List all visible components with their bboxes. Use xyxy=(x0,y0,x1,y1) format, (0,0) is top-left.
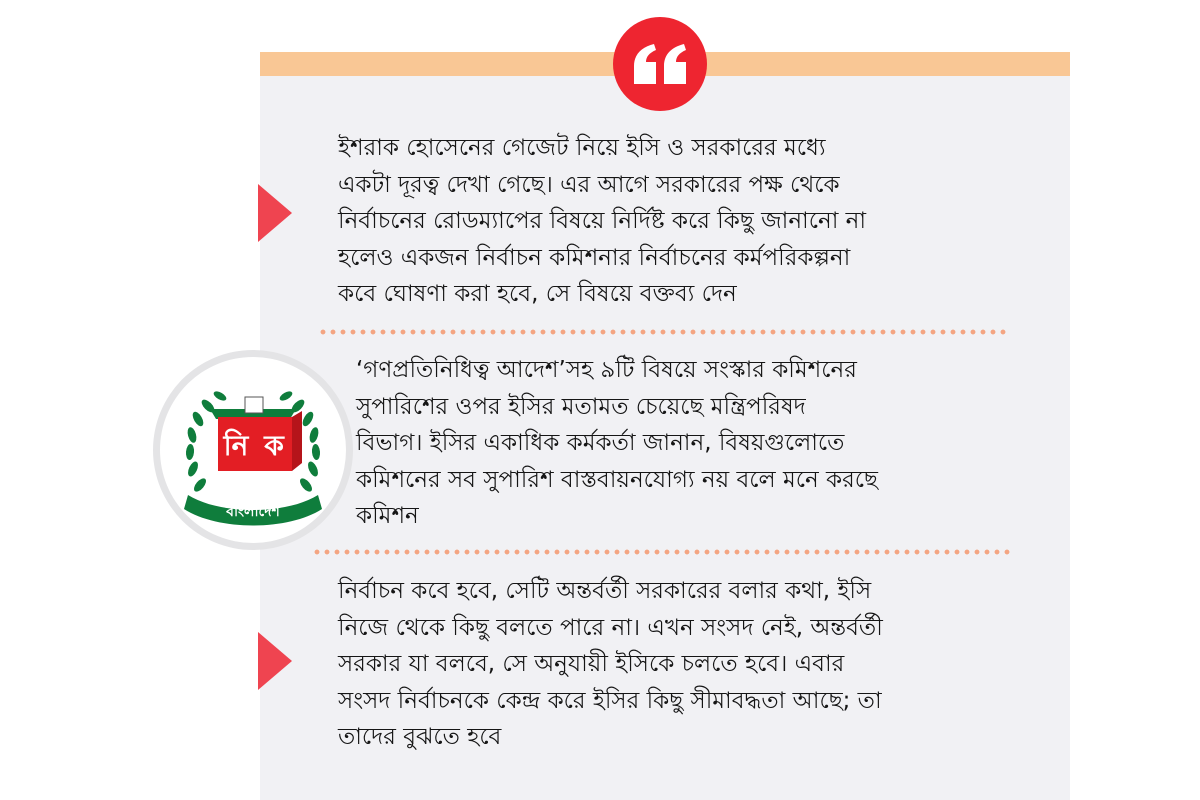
text-line: ইশরাক হোসেনের গেজেট নিয়ে ইসি ও সরকারের মধ্যে xyxy=(338,135,826,161)
dotted-divider xyxy=(312,548,1014,556)
quote-paragraph-3 xyxy=(338,573,883,756)
quote-mark-icon xyxy=(613,17,707,111)
text-line: নির্বাচনের রোডম্যাপের বিষয়ে নির্দিষ্ট করে কিছু জানানো না xyxy=(338,208,867,234)
text-line: নিজে থেকে কিছু বলতে পারে না। এখন সংসদ নেই, অন্তর্বর্তী xyxy=(338,614,883,641)
text-line: সংসদ নির্বাচনকে কেন্দ্র করে ইসির কিছু সীমাবদ্ধতা আছে; তা xyxy=(338,687,882,714)
text-line: কবে ঘোষণা করা হবে, সে বিষয়ে বক্তব্য দেন xyxy=(338,281,737,307)
text-line: বিভাগ। ইসির একাধিক কর্মকর্তা জানান, বিষয়গুলোতে xyxy=(356,430,845,456)
logo-box-right-text: ক xyxy=(264,429,284,462)
text-line: কমিশন xyxy=(356,503,419,529)
text-line: কমিশনের সব সুপারিশ বাস্তবায়নযোগ্য নয় বলে মনে করছে xyxy=(356,466,878,493)
logo-ribbon-text: বাংলাদেশ xyxy=(226,504,280,520)
text-line: হলেও একজন নির্বাচন কমিশনার নির্বাচনের কর্মপরিকল্পনা xyxy=(338,244,851,271)
text-line: একটা দূরত্ব দেখা গেছে। এর আগে সরকারের পক্ষ থেকে xyxy=(338,171,840,198)
quote-paragraph-1 xyxy=(338,130,866,313)
logo-box-left-text: নি xyxy=(223,429,249,462)
triangle-pointer-icon xyxy=(258,184,292,242)
text-line: সুপারিশের ওপর ইসির মতামত চেয়েছে মন্ত্রিপরিষদ xyxy=(356,393,806,420)
election-commission-logo xyxy=(160,357,346,543)
text-line: নির্বাচন কবে হবে, সেটি অন্তর্বর্তী সরকারের বলার কথা, ইসি xyxy=(338,578,872,604)
triangle-pointer-icon xyxy=(258,632,292,690)
text-line: ‘গণপ্রতিনিধিত্ব আদেশ’সহ ৯টি বিষয়ে সংস্কার কমিশনের xyxy=(356,357,857,383)
dotted-divider xyxy=(318,328,1010,336)
text-line: তাদের বুঝতে হবে xyxy=(338,724,502,750)
text-line: সরকার যা বলবে, সে অনুযায়ী ইসিকে চলতে হবে। এবার xyxy=(338,651,845,677)
quote-paragraph-2 xyxy=(356,352,878,535)
